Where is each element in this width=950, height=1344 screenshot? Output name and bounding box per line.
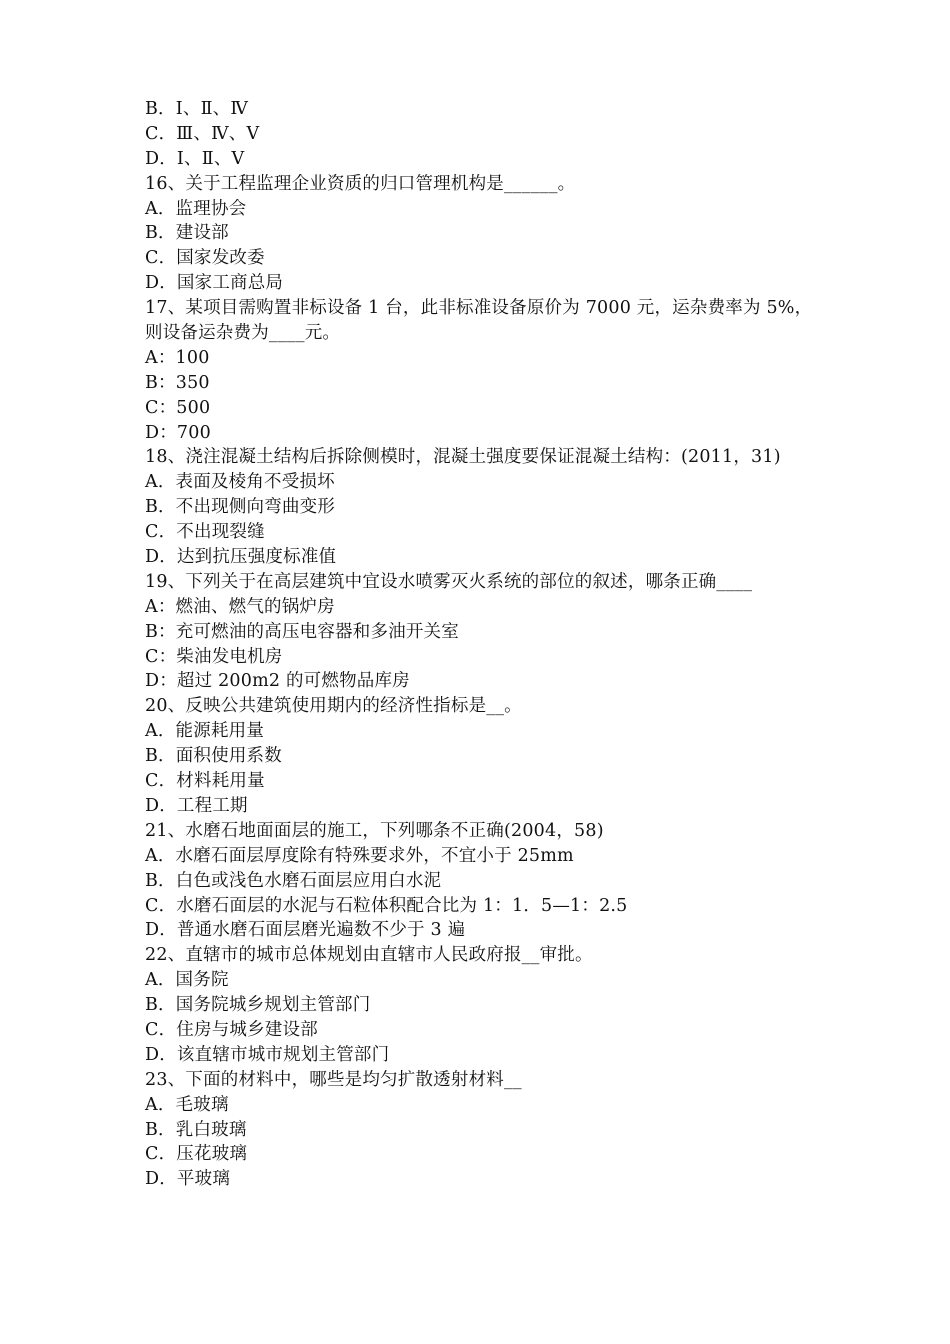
question-17: 17、某项目需购置非标设备 1 台，此非标准设备原价为 7000 元，运杂费率为 5%， (145, 298, 813, 319)
option-line: B．国务院城乡规划主管部门 (145, 995, 371, 1016)
option-line: D．该直辖市城市规划主管部门 (145, 1044, 390, 1065)
question-21: 21、水磨石地面面层的施工，下列哪条不正确(2004，58) (145, 820, 604, 841)
option-line: D：700 (145, 422, 211, 443)
question-17-continued: 则设备运杂费为____元。 (145, 323, 341, 344)
option-line: C．压花玻璃 (145, 1144, 248, 1165)
option-line: B．乳白玻璃 (145, 1119, 247, 1140)
option-line: D．国家工商总局 (145, 273, 284, 294)
option-line: A：燃油、燃气的锅炉房 (145, 596, 335, 617)
option-line: D．普通水磨石面层磨光遍数不少于 3 遍 (145, 920, 466, 941)
text-line: B．Ⅰ、Ⅱ、Ⅳ (145, 99, 249, 119)
question-19: 19、下列关于在高层建筑中宜设水喷雾灭火系统的部位的叙述，哪条正确____ (145, 571, 753, 592)
option-line: B：充可燃油的高压电容器和多油开关室 (145, 621, 459, 642)
option-line: D．工程工期 (145, 795, 248, 816)
option-line: C．住房与城乡建设部 (145, 1019, 318, 1040)
option-line: C．国家发改委 (145, 248, 265, 269)
option-line: B．面积使用系数 (145, 746, 282, 767)
option-line: A．表面及棱角不受损坏 (145, 472, 335, 493)
option-line: B：350 (145, 372, 210, 393)
option-line: C．材料耗用量 (145, 771, 265, 792)
question-22: 22、直辖市的城市总体规划由直辖市人民政府报__审批。 (145, 945, 593, 966)
option-line: C．水磨石面层的水泥与石粒体积配合比为 1：1．5—1：2.5 (145, 895, 628, 916)
option-line: B．不出现侧向弯曲变形 (145, 497, 336, 518)
option-line: D：超过 200m2 的可燃物品库房 (145, 671, 410, 692)
option-line: A．国务院 (145, 970, 229, 991)
text-line: C．Ⅲ、Ⅳ、Ⅴ (145, 123, 260, 144)
option-line: C：500 (145, 397, 211, 418)
option-line: A．毛玻璃 (145, 1094, 229, 1115)
option-line: C：柴油发电机房 (145, 646, 283, 667)
option-line: A．监理协会 (145, 198, 247, 219)
question-16: 16、关于工程监理企业资质的归口管理机构是______。 (145, 173, 576, 194)
option-line: A．水磨石面层厚度除有特殊要求外，不宜小于 25mm (145, 845, 574, 866)
option-line: A：100 (145, 347, 210, 368)
option-line: C．不出现裂缝 (145, 522, 265, 543)
option-line: B．白色或浅色水磨石面层应用白水泥 (145, 870, 442, 891)
question-list (145, 97, 825, 1192)
text-line: D．Ⅰ、Ⅱ、Ⅴ (145, 148, 245, 169)
question-20: 20、反映公共建筑使用期内的经济性指标是__。 (145, 696, 522, 717)
question-18: 18、浇注混凝土结构后拆除侧模时，混凝土强度要保证混凝土结构：(2011，31) (145, 447, 781, 468)
option-line: D．达到抗压强度标准值 (145, 547, 337, 568)
option-line: B．建设部 (145, 223, 229, 244)
question-23: 23、下面的材料中，哪些是均匀扩散透射材料__ (145, 1069, 522, 1090)
option-line: A．能源耗用量 (145, 721, 265, 742)
option-line: D．平玻璃 (145, 1169, 231, 1190)
